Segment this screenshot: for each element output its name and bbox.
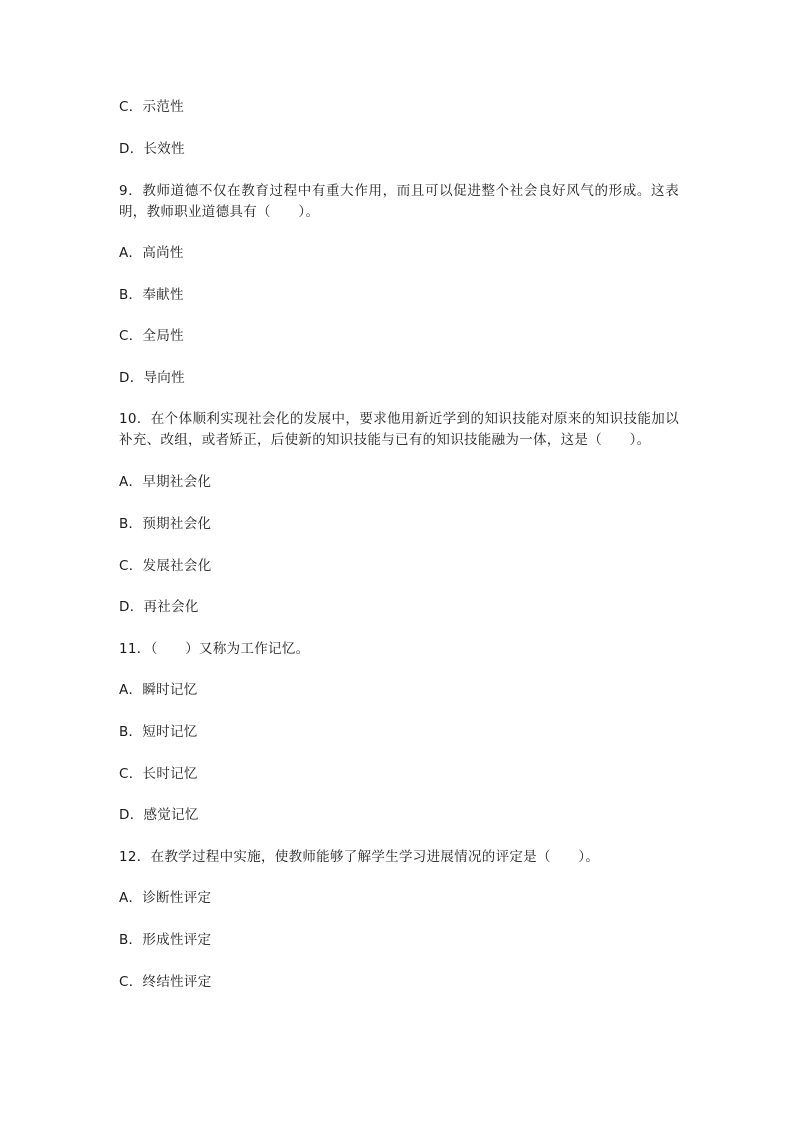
question-11: 11．（ ）又称为工作记忆。 — [119, 641, 310, 657]
question-12-option-a: A．诊断性评定 — [119, 890, 212, 906]
question-11-option-c: C．长时记忆 — [119, 766, 198, 782]
question-10-option-c: C．发展社会化 — [119, 558, 212, 574]
option-9c-prev: C．示范性 — [119, 99, 184, 115]
question-9-option-b: B．奉献性 — [119, 287, 184, 303]
question-10: 10．在个体顺利实现社会化的发展中，要求他用新近学到的知识技能对原来的知识技能加以补充、改组，或者矫正，后使新的知识技能与已有的知识技能融为一体，这是（ ）。 — [119, 411, 679, 448]
question-12-option-b: B．形成性评定 — [119, 932, 212, 948]
question-9-option-a: A．高尚性 — [119, 245, 184, 261]
question-9: 9．教师道德不仅在教育过程中有重大作用，而且可以促进整个社会良好风气的形成。这表明，教师职业道德具有（ ）。 — [119, 183, 679, 220]
question-10-option-d: D．再社会化 — [119, 599, 199, 615]
question-10-option-a: A．早期社会化 — [119, 474, 212, 490]
question-11-option-b: B．短时记忆 — [119, 724, 198, 740]
option-d-prev: D．长效性 — [119, 141, 185, 157]
question-12: 12．在教学过程中实施，使教师能够了解学生学习进展情况的评定是（ ）。 — [119, 849, 600, 865]
question-10-option-b: B．预期社会化 — [119, 516, 212, 532]
question-9-option-c: C．全局性 — [119, 328, 184, 344]
question-11-option-a: A．瞬时记忆 — [119, 682, 198, 698]
question-11-option-d: D．感觉记忆 — [119, 807, 199, 823]
question-9-option-d: D．导向性 — [119, 370, 185, 386]
question-12-option-c: C．终结性评定 — [119, 974, 212, 990]
